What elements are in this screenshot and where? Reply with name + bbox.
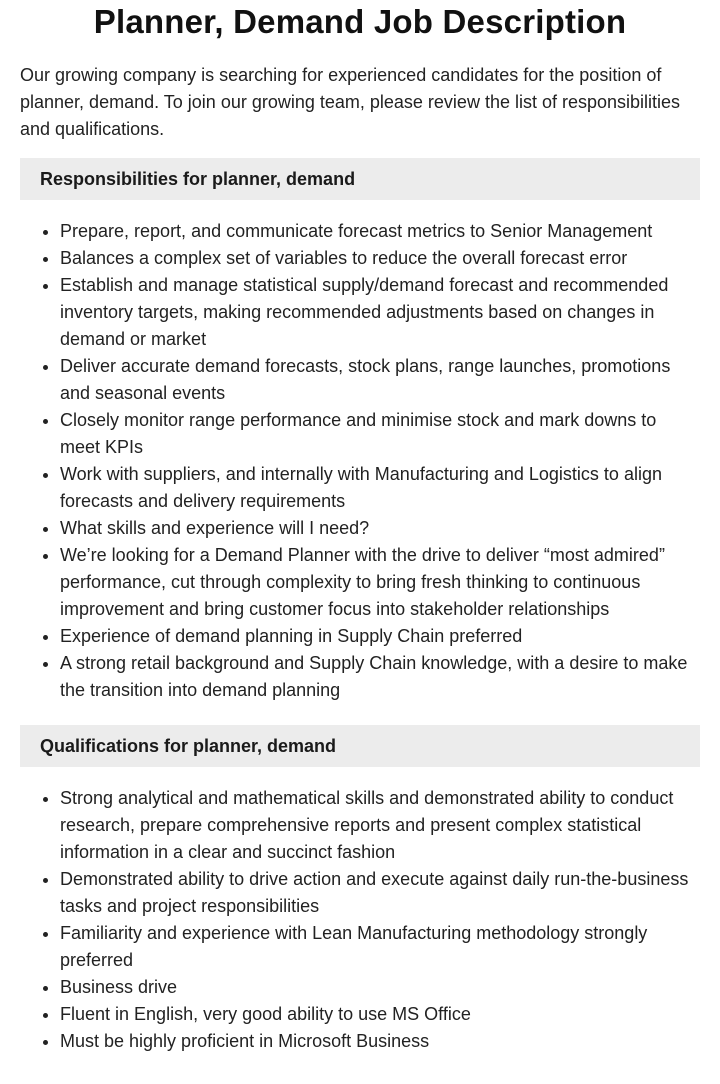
- responsibility-item: • Closely monitor range performance and minimise stock and mark downs to meet KPIs: [60, 407, 700, 461]
- qualification-item: • Fluent in English, very good ability to use MS Office: [60, 1001, 700, 1028]
- responsibility-item: • What skills and experience will I need?: [60, 515, 700, 542]
- responsibility-item: • Experience of demand planning in Supply Chain preferred: [60, 623, 700, 650]
- responsibilities-list: [20, 218, 700, 704]
- qualification-item: • Strong analytical and mathematical skills and demonstrated ability to conduct research, prepare comprehensive reports and present complex statistical information in a clear and succinct fashion: [60, 785, 700, 866]
- responsibility-item: • Work with suppliers, and internally with Manufacturing and Logistics to align forecasts and delivery requirements: [60, 461, 700, 515]
- page-title: Planner, Demand Job Description: [93, 3, 627, 40]
- responsibility-item: • Balances a complex set of variables to reduce the overall forecast error: [60, 245, 700, 272]
- responsibility-item: • We’re looking for a Demand Planner with the drive to deliver “most admired” performance, cut through complexity to bring fresh thinking to continuous improvement and bring customer focus into stakeholder relationships: [60, 542, 700, 623]
- intro-paragraph: Our growing company is searching for experienced candidates for the position of planner, demand. To join our growing team, please review the list of responsibilities and qualifications.: [20, 65, 681, 139]
- qualifications-list: [20, 785, 700, 1055]
- responsibility-item: • A strong retail background and Supply Chain knowledge, with a desire to make the transition into demand planning: [60, 650, 700, 704]
- responsibility-item: • Prepare, report, and communicate forecast metrics to Senior Management: [60, 218, 700, 245]
- qualifications-heading: Qualifications for planner, demand: [20, 725, 700, 767]
- responsibilities-heading: Responsibilities for planner, demand: [20, 158, 700, 200]
- responsibility-item: • Deliver accurate demand forecasts, stock plans, range launches, promotions and seasonal events: [60, 353, 700, 407]
- responsibility-item: • Establish and manage statistical supply/demand forecast and recommended inventory targets, making recommended adjustments based on changes in demand or market: [60, 272, 700, 353]
- qualification-item: • Business drive: [60, 974, 700, 1001]
- qualification-item: • Familiarity and experience with Lean Manufacturing methodology strongly preferred: [60, 920, 700, 974]
- qualification-item: • Must be highly proficient in Microsoft Business: [60, 1028, 700, 1055]
- qualification-item: • Demonstrated ability to drive action and execute against daily run-the-business tasks and project responsibilities: [60, 866, 700, 920]
